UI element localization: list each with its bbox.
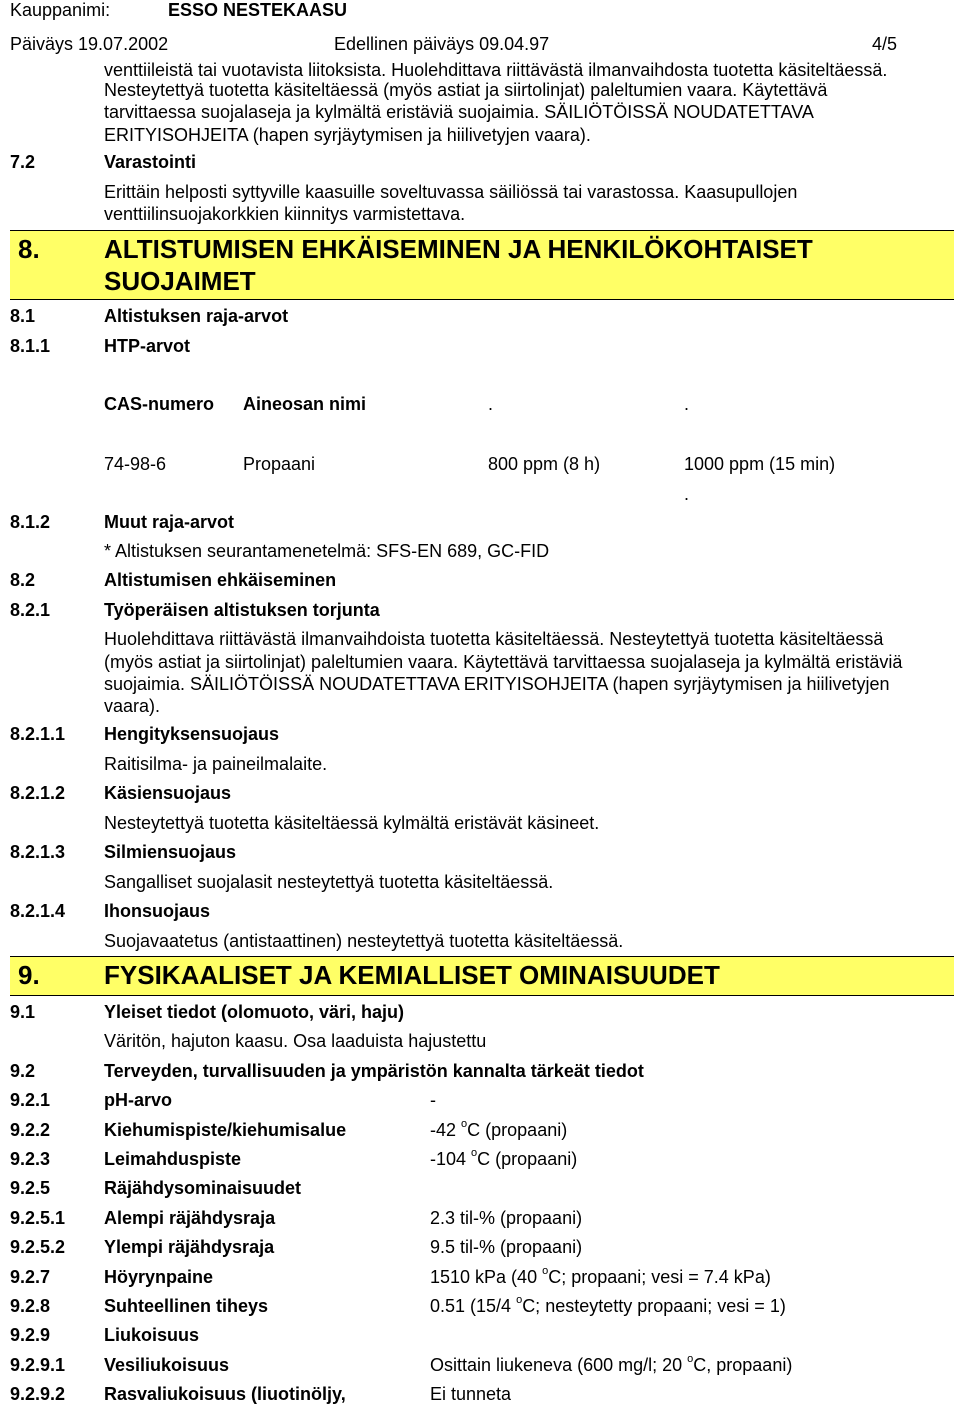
occupational-text-1: Huolehdittava riittävästä ilmanvaihdoista tuotetta käsiteltäessä. Nesteytettyä tuotetta käsiteltäessä <box>104 629 884 649</box>
company-name: ESSO NESTEKAASU <box>168 0 348 20</box>
section-9-1-number: 9.1 <box>10 1002 36 1022</box>
section-8-2-1-2-number: 8.2.1.2 <box>10 783 66 803</box>
hand-protection-text: Nesteytettyä tuotetta käsiteltäessä kylmältä eristävät käsineet. <box>104 813 600 833</box>
prop-value-flashpoint: -104 $^o$C (propaani) <box>430 1147 578 1169</box>
section-8-2-1-number: 8.2.1 <box>10 600 51 620</box>
hand-protection-title: Käsiensuojaus <box>104 783 232 803</box>
prop-label-lower-limit: Alempi räjähdysraja <box>104 1208 276 1228</box>
section-8-banner <box>10 230 954 300</box>
section-8-2-1-1-number: 8.2.1.1 <box>10 724 66 744</box>
section-8-2-1-4-number: 8.2.1.4 <box>10 901 66 921</box>
prop-value-fat-solubility: Ei tunneta <box>430 1384 512 1404</box>
respiratory-protection-text: Raitisilma- ja paineilmalaite. <box>104 754 328 774</box>
table-cell-name: Propaani <box>243 454 316 474</box>
prop-value-boiling: -42 $^o$C (propaani) <box>430 1118 568 1140</box>
section-8-2-title: Altistumisen ehkäiseminen <box>104 570 337 590</box>
prop-number: 9.2.9.2 <box>10 1384 66 1404</box>
monitoring-method: * Altistuksen seurantamenetelmä: SFS-EN 689, GC-FID <box>104 541 550 561</box>
page-number: 4/5 <box>872 34 898 54</box>
prop-value-upper-limit: 9.5 til-% (propaani) <box>430 1237 583 1257</box>
cont-line-3: tarvittaessa suojalaseja ja kylmältä eristäviä suojaimia. SÄILIÖTÖISSÄ NOUDATETTAVA <box>104 102 814 122</box>
section-8-1-2-number: 8.1.2 <box>10 512 51 532</box>
section-8-1-number: 8.1 <box>10 306 36 326</box>
cont-line-4: ERITYISOHJEITA (hapen syrjäytymisen ja hiilivetyjen vaara). <box>104 125 591 145</box>
prop-number: 9.2.2 <box>10 1120 51 1140</box>
document-date: Päiväys 19.07.2002 <box>10 34 169 54</box>
eye-protection-text: Sangalliset suojalasit nesteytettyä tuotetta käsiteltäessä. <box>104 872 554 892</box>
prop-label-upper-limit: Ylempi räjähdysraja <box>104 1237 275 1257</box>
prop-value-lower-limit: 2.3 til-% (propaani) <box>430 1208 583 1228</box>
table-header-cas: CAS-numero <box>104 394 215 414</box>
prop-number: 9.2.8 <box>10 1296 51 1316</box>
prop-number: 9.2.3 <box>10 1149 51 1169</box>
prop-number: 9.2.1 <box>10 1090 51 1110</box>
skin-protection-text: Suojavaatetus (antistaattinen) nesteytettyä tuotetta käsiteltäessä. <box>104 931 624 951</box>
section-8-1-1-title: HTP-arvot <box>104 336 191 356</box>
prop-label-vapour-pressure: Höyrynpaine <box>104 1267 214 1287</box>
prop-number: 9.2.9.1 <box>10 1355 66 1375</box>
table-trailing-dot: . <box>684 484 690 504</box>
prop-number: 9.2.9 <box>10 1325 51 1345</box>
prop-number: 9.2.5.1 <box>10 1208 66 1228</box>
prop-label-water-solubility: Vesiliukoisuus <box>104 1355 230 1375</box>
section-8-number: 8. <box>18 234 40 264</box>
occupational-text-4: vaara). <box>104 696 161 716</box>
table-cell-15min: 1000 ppm (15 min) <box>684 454 836 474</box>
storage-text-2: venttiilinsuojakorkkien kiinnitys varmistettava. <box>104 204 466 224</box>
section-7-2-number: 7.2 <box>10 152 36 172</box>
section-9-1-text: Väritön, hajuton kaasu. Osa laaduista hajustettu <box>104 1031 487 1051</box>
prop-label-solubility: Liukoisuus <box>104 1325 200 1345</box>
section-8-2-1-title: Työperäisen altistuksen torjunta <box>104 600 380 620</box>
respiratory-protection-title: Hengityksensuojaus <box>104 724 280 744</box>
prop-label-flashpoint: Leimahduspiste <box>104 1149 242 1169</box>
prop-value-vapour-pressure: 1510 kPa (40 $^o$C; propaani; vesi = 7.4 kPa) <box>430 1265 771 1287</box>
prop-label-fat-solubility: Rasvaliukoisuus (liuotinöljy, <box>104 1384 346 1404</box>
company-label: Kauppanimi: <box>10 0 111 20</box>
prop-label-ph: pH-arvo <box>104 1090 173 1110</box>
prop-label-density: Suhteellinen tiheys <box>104 1296 269 1316</box>
prop-value-density: 0.51 (15/4 $^o$C; nesteytetty propaani; vesi = 1) <box>430 1294 786 1316</box>
prop-number: 9.2.7 <box>10 1267 51 1287</box>
cont-line-1: venttiileistä tai vuotavista liitoksista. Huolehdittava riittävästä ilmanvaihdosta tuotetta käsiteltäessä. <box>104 60 888 80</box>
table-cell-8h: 800 ppm (8 h) <box>488 454 601 474</box>
section-9-banner <box>10 956 954 996</box>
prop-number: 9.2.5 <box>10 1178 51 1198</box>
skin-protection-title: Ihonsuojaus <box>104 901 211 921</box>
section-9-2-number: 9.2 <box>10 1061 36 1081</box>
storage-text-1: Erittäin helposti syttyville kaasuille soveltuvassa säiliössä tai varastossa. Kaasupullojen <box>104 182 798 202</box>
occupational-text-2: (myös astiat ja siirtolinjat) paleltumien vaara. Käytettävä tarvittaessa suojalaseja ja kylmältä eristäviä <box>104 652 903 672</box>
table-cell-cas: 74-98-6 <box>104 454 167 474</box>
section-8-1-2-title: Muut raja-arvot <box>104 512 235 532</box>
section-8-2-number: 8.2 <box>10 570 36 590</box>
section-8-1-1-number: 8.1.1 <box>10 336 51 356</box>
prop-value-ph: - <box>430 1090 436 1110</box>
section-9-number: 9. <box>18 960 40 990</box>
prop-value-water-solubility: Osittain liukeneva (600 mg/l; 20 $^o$C, propaani) <box>430 1353 793 1375</box>
occupational-text-3: suojaimia. SÄILIÖTÖISSÄ NOUDATETTAVA ERITYISOHJEITA (hapen syrjäytymisen ja hiilivetyjen <box>104 674 890 694</box>
section-9-1-title: Yleiset tiedot (olomuoto, väri, haju) <box>104 1002 405 1022</box>
eye-protection-title: Silmiensuojaus <box>104 842 237 862</box>
cont-line-2: Nesteytettyä tuotetta käsiteltäessä (myös astiat ja siirtolinjat) paleltumien vaara. Käytettävä <box>104 80 828 100</box>
section-8-title: ALTISTUMISEN EHKÄISEMINEN JA HENKILÖKOHTAISET SUOJAIMET <box>104 234 813 296</box>
prop-label-explosive: Räjähdysominaisuudet <box>104 1178 302 1198</box>
section-9-2-title: Terveyden, turvallisuuden ja ympäristön kannalta tärkeät tiedot <box>104 1061 644 1081</box>
prop-label-boiling: Kiehumispiste/kiehumisalue <box>104 1120 347 1140</box>
table-header-name: Aineosan nimi <box>243 394 367 414</box>
table-header-col4: . <box>684 394 690 414</box>
prop-number: 9.2.5.2 <box>10 1237 66 1257</box>
previous-date: Edellinen päiväys 09.04.97 <box>334 34 550 54</box>
table-header-col3: . <box>488 394 494 414</box>
section-8-2-1-3-number: 8.2.1.3 <box>10 842 66 862</box>
section-9-title: FYSIKAALISET JA KEMIALLISET OMINAISUUDET <box>104 960 720 990</box>
section-7-2-title: Varastointi <box>104 152 197 172</box>
section-8-1-title: Altistuksen raja-arvot <box>104 306 289 326</box>
